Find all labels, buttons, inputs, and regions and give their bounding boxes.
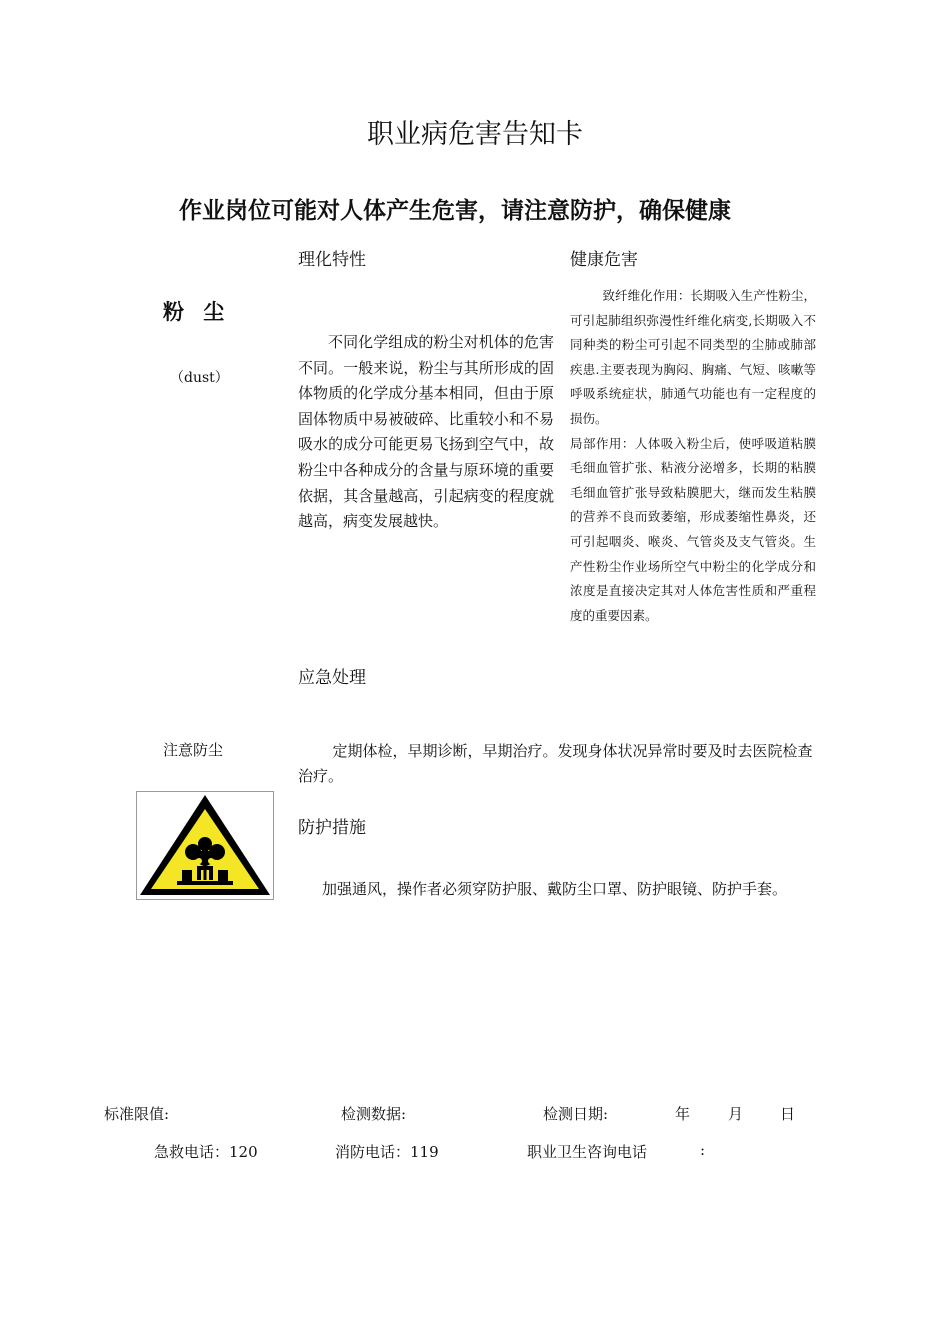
consult-phone-colon: : — [700, 1141, 706, 1159]
notice-label: 注意防尘 — [163, 741, 224, 759]
test-date-label: 检测日期: — [543, 1105, 609, 1123]
fire-phone: 消防电话：119 — [335, 1143, 439, 1161]
dust-warning-icon — [137, 792, 273, 899]
card-subtitle: 作业岗位可能对人体产生危害，请注意防护，确保健康 — [179, 198, 731, 224]
card-title: 职业病危害告知卡 — [367, 119, 583, 150]
date-year: 年 — [675, 1105, 691, 1123]
warning-sign — [136, 791, 274, 900]
properties-heading: 理化特性 — [298, 250, 366, 270]
emergency-heading: 应急处理 — [298, 668, 366, 688]
properties-text: 不同化学组成的粉尘对机体的危害不同。一般来说，粉尘与其所形成的固体物质的化学成分基本相同，但由于原固体物质中易被破碎、比重较小和不易吸水的成分可能更易飞扬到空气中，故粉尘中各种成分的含量与原环境的重要依据，其含量越高，引起病变的程度就越高，病变发展越快。 — [298, 333, 554, 531]
emergency-phone: 急救电话：120 — [154, 1143, 258, 1161]
protection-heading: 防护措施 — [298, 818, 366, 838]
date-month: 月 — [728, 1105, 744, 1123]
health-heading: 健康危害 — [570, 250, 638, 270]
health-hazard-text — [570, 284, 816, 628]
standard-limit-label: 标准限值: — [104, 1105, 170, 1123]
health-local-effect-text: 局部作用：人体吸入粉尘后，使呼吸道粘膜毛细血管扩张、粘液分泌增多，长期的粘膜毛细血管扩张导致粘膜肥大，继而发生粘膜的营养不良而致萎缩，形成萎缩性鼻炎，还可引起咽炎、喉炎、气管炎及支气管炎。生产性粉尘作业场所空气中粉尘的化学成分和浓度是直接决定其对人体危害性质和严重程度的重要因素。 — [570, 435, 816, 623]
substance-english-name: （dust） — [170, 370, 229, 386]
health-fibrosis-text: 致纤维化作用：长期吸入生产性粉尘，可引起肺组织弥漫性纤维化病变,长期吸入不同种类的粉尘可引起不同类型的尘肺或肺部疾患.主要表现为胸闷、胸痛、气短、咳嗽等呼吸系统症状，肺通气功能也有一定程度的损伤。 — [570, 288, 816, 426]
date-day: 日 — [780, 1105, 796, 1123]
test-data-label: 检测数据: — [341, 1105, 407, 1123]
protection-text: 加强通风，操作者必须穿防护服、戴防尘口罩、防护眼镜、防护手套。 — [322, 880, 788, 898]
consult-phone-label: 职业卫生咨询电话 — [527, 1143, 648, 1161]
emergency-text: 定期体检，早期诊断，早期治疗。发现身体状况异常时要及时去医院检查治疗。 — [298, 742, 813, 785]
substance-name: 粉 尘 — [163, 300, 231, 324]
